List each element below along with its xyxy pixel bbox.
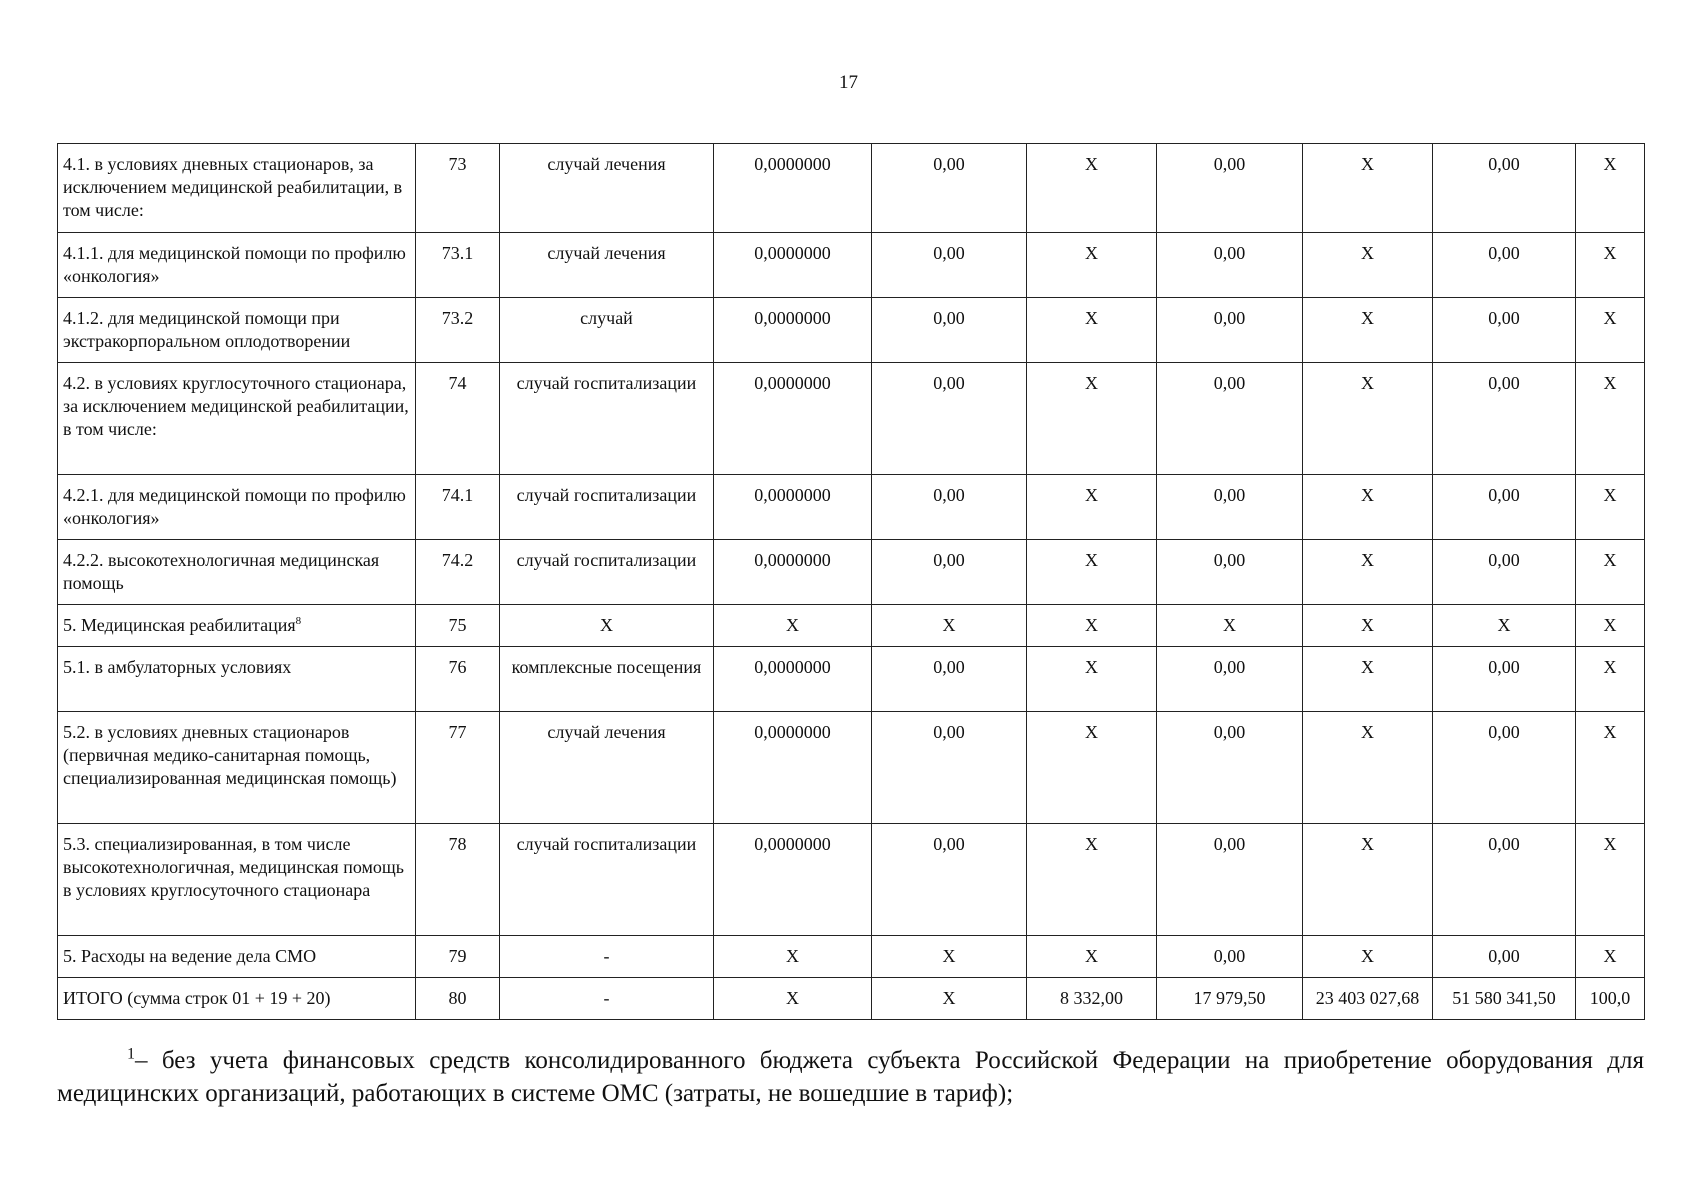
row-code: 79 xyxy=(416,936,500,978)
cell-cost-norm: 0,00 xyxy=(872,298,1027,363)
unit-of-measure: - xyxy=(500,936,714,978)
unit-of-measure: комплексные посещения xyxy=(500,647,714,712)
unit-of-measure: X xyxy=(500,605,714,647)
cell-total-budget: X xyxy=(1303,233,1433,298)
unit-of-measure: - xyxy=(500,978,714,1020)
unit-of-measure: случай лечения xyxy=(500,233,714,298)
row-name xyxy=(58,475,416,540)
table-row xyxy=(58,605,1645,647)
row-name xyxy=(58,363,416,475)
cell-volume-norm: 0,0000000 xyxy=(714,298,872,363)
cell-total-oms: 0,00 xyxy=(1433,647,1576,712)
row-name xyxy=(58,605,416,647)
row-name-text: 4.1. в условиях дневных стационаров, за исключением медицинской реабилитации, в том числе: xyxy=(63,154,403,220)
table-row xyxy=(58,978,1645,1020)
cell-per-capita-budget: 8 332,00 xyxy=(1027,978,1157,1020)
row-name-text: 5. Медицинская реабилитация xyxy=(63,615,296,635)
cell-per-capita-budget: X xyxy=(1027,647,1157,712)
cell-total-budget: X xyxy=(1303,363,1433,475)
row-code: 78 xyxy=(416,824,500,936)
cell-per-capita-oms: 0,00 xyxy=(1157,233,1303,298)
table-row xyxy=(58,298,1645,363)
cell-total-budget: 23 403 027,68 xyxy=(1303,978,1433,1020)
cell-per-capita-oms: 0,00 xyxy=(1157,540,1303,605)
cell-per-capita-budget: X xyxy=(1027,475,1157,540)
cell-cost-norm: 0,00 xyxy=(872,647,1027,712)
row-name-text: 5.1. в амбулаторных условиях xyxy=(63,657,292,677)
cell-cost-norm: 0,00 xyxy=(872,540,1027,605)
cell-volume-norm: X xyxy=(714,605,872,647)
cell-volume-norm: 0,0000000 xyxy=(714,824,872,936)
cell-cost-norm: 0,00 xyxy=(872,144,1027,233)
cell-cost-norm: 0,00 xyxy=(872,824,1027,936)
row-name xyxy=(58,298,416,363)
row-code: 77 xyxy=(416,712,500,824)
cell-total-oms: 0,00 xyxy=(1433,712,1576,824)
cell-per-capita-oms: 0,00 xyxy=(1157,936,1303,978)
cell-share-percent: X xyxy=(1576,605,1645,647)
row-name xyxy=(58,647,416,712)
cell-share-percent: X xyxy=(1576,363,1645,475)
cell-per-capita-oms: 0,00 xyxy=(1157,475,1303,540)
table-row xyxy=(58,363,1645,475)
cell-per-capita-budget: X xyxy=(1027,824,1157,936)
cell-share-percent: X xyxy=(1576,824,1645,936)
cell-share-percent: X xyxy=(1576,144,1645,233)
cell-total-oms: 0,00 xyxy=(1433,233,1576,298)
footnote-text: – без учета финансовых средств консолидированного бюджета субъекта Российской Федерации на приобретение оборудования для медицинских организаций, работающих в системе ОМС (затраты, не вошедшие в тариф); xyxy=(57,1047,1644,1107)
cell-total-oms: 0,00 xyxy=(1433,540,1576,605)
cell-per-capita-oms: 0,00 xyxy=(1157,363,1303,475)
cell-total-budget: X xyxy=(1303,936,1433,978)
cell-per-capita-budget: X xyxy=(1027,298,1157,363)
cell-per-capita-oms: 0,00 xyxy=(1157,144,1303,233)
cell-per-capita-oms: 0,00 xyxy=(1157,647,1303,712)
unit-of-measure: случай госпитализации xyxy=(500,363,714,475)
row-name-text: 5.2. в условиях дневных стационаров (первичная медико-санитарная помощь, специализированная медицинская помощь) xyxy=(63,722,397,788)
row-name xyxy=(58,936,416,978)
row-name-text: 4.1.1. для медицинской помощи по профилю «онкология» xyxy=(63,243,406,286)
table-row xyxy=(58,233,1645,298)
row-name-text: 4.1.2. для медицинской помощи при экстракорпоральном оплодотворении xyxy=(63,308,351,351)
cell-total-budget: X xyxy=(1303,647,1433,712)
footnote xyxy=(57,1044,1644,1110)
cell-cost-norm: X xyxy=(872,936,1027,978)
row-name xyxy=(58,712,416,824)
row-name-text: 4.2.1. для медицинской помощи по профилю «онкология» xyxy=(63,485,406,528)
cell-per-capita-budget: X xyxy=(1027,936,1157,978)
cell-total-budget: X xyxy=(1303,605,1433,647)
unit-of-measure: случай лечения xyxy=(500,712,714,824)
cell-total-budget: X xyxy=(1303,475,1433,540)
cell-share-percent: X xyxy=(1576,540,1645,605)
cell-per-capita-budget: X xyxy=(1027,233,1157,298)
cell-volume-norm: 0,0000000 xyxy=(714,540,872,605)
cell-volume-norm: X xyxy=(714,978,872,1020)
row-name xyxy=(58,144,416,233)
cell-volume-norm: 0,0000000 xyxy=(714,712,872,824)
row-code: 75 xyxy=(416,605,500,647)
table-row xyxy=(58,712,1645,824)
cell-total-budget: X xyxy=(1303,144,1433,233)
row-code: 74.2 xyxy=(416,540,500,605)
cell-total-oms: 0,00 xyxy=(1433,144,1576,233)
cell-total-oms: 0,00 xyxy=(1433,475,1576,540)
cell-volume-norm: X xyxy=(714,936,872,978)
row-code: 73.1 xyxy=(416,233,500,298)
cell-volume-norm: 0,0000000 xyxy=(714,233,872,298)
row-name-text: 4.2.2. высокотехнологичная медицинская помощь xyxy=(63,550,380,593)
cell-share-percent: X xyxy=(1576,233,1645,298)
cell-share-percent: X xyxy=(1576,298,1645,363)
cell-share-percent: X xyxy=(1576,475,1645,540)
table-row xyxy=(58,647,1645,712)
row-name-text: 4.2. в условиях круглосуточного стационара, за исключением медицинской реабилитации, в том числе: xyxy=(63,373,409,439)
cell-cost-norm: 0,00 xyxy=(872,363,1027,475)
cell-per-capita-budget: X xyxy=(1027,540,1157,605)
unit-of-measure: случай госпитализации xyxy=(500,475,714,540)
unit-of-measure: случай xyxy=(500,298,714,363)
cell-share-percent: X xyxy=(1576,936,1645,978)
row-code: 73 xyxy=(416,144,500,233)
row-name-text: ИТОГО (сумма строк 01 + 19 + 20) xyxy=(63,988,331,1008)
page-number: 17 xyxy=(839,72,858,93)
cell-per-capita-oms: 0,00 xyxy=(1157,712,1303,824)
row-name xyxy=(58,978,416,1020)
cell-total-oms: 0,00 xyxy=(1433,824,1576,936)
cell-share-percent: X xyxy=(1576,712,1645,824)
cell-total-budget: X xyxy=(1303,824,1433,936)
table-row xyxy=(58,144,1645,233)
unit-of-measure: случай госпитализации xyxy=(500,540,714,605)
footnote-marker: 1 xyxy=(127,1045,135,1063)
table-body xyxy=(58,144,1645,1020)
cell-total-oms: 0,00 xyxy=(1433,936,1576,978)
cell-per-capita-oms: 0,00 xyxy=(1157,824,1303,936)
cell-share-percent: X xyxy=(1576,647,1645,712)
cell-per-capita-budget: X xyxy=(1027,363,1157,475)
row-name-text: 5.3. специализированная, в том числе высокотехнологичная, медицинская помощь в условиях круглосуточного стационара xyxy=(63,834,404,900)
table-row xyxy=(58,824,1645,936)
cell-cost-norm: X xyxy=(872,605,1027,647)
row-code: 74.1 xyxy=(416,475,500,540)
cell-volume-norm: 0,0000000 xyxy=(714,647,872,712)
cell-per-capita-budget: X xyxy=(1027,144,1157,233)
table-row xyxy=(58,936,1645,978)
cell-per-capita-budget: X xyxy=(1027,605,1157,647)
footnote-ref: 8 xyxy=(295,615,302,627)
row-name xyxy=(58,540,416,605)
cell-volume-norm: 0,0000000 xyxy=(714,475,872,540)
row-name-text: 5. Расходы на ведение дела СМО xyxy=(63,946,317,966)
cell-cost-norm: X xyxy=(872,978,1027,1020)
cell-total-oms: 0,00 xyxy=(1433,298,1576,363)
cell-share-percent: 100,0 xyxy=(1576,978,1645,1020)
unit-of-measure: случай лечения xyxy=(500,144,714,233)
financing-table xyxy=(57,143,1645,1020)
cell-per-capita-oms: X xyxy=(1157,605,1303,647)
row-code: 76 xyxy=(416,647,500,712)
cell-total-budget: X xyxy=(1303,712,1433,824)
row-code: 74 xyxy=(416,363,500,475)
row-code: 80 xyxy=(416,978,500,1020)
cell-cost-norm: 0,00 xyxy=(872,233,1027,298)
cell-total-oms: 0,00 xyxy=(1433,363,1576,475)
cell-cost-norm: 0,00 xyxy=(872,475,1027,540)
cell-volume-norm: 0,0000000 xyxy=(714,363,872,475)
table-row xyxy=(58,475,1645,540)
cell-total-oms: 51 580 341,50 xyxy=(1433,978,1576,1020)
cell-total-budget: X xyxy=(1303,298,1433,363)
cell-per-capita-budget: X xyxy=(1027,712,1157,824)
cell-per-capita-oms: 17 979,50 xyxy=(1157,978,1303,1020)
cell-total-oms: X xyxy=(1433,605,1576,647)
cell-cost-norm: 0,00 xyxy=(872,712,1027,824)
row-name xyxy=(58,824,416,936)
row-code: 73.2 xyxy=(416,298,500,363)
cell-volume-norm: 0,0000000 xyxy=(714,144,872,233)
cell-per-capita-oms: 0,00 xyxy=(1157,298,1303,363)
table-row xyxy=(58,540,1645,605)
unit-of-measure: случай госпитализации xyxy=(500,824,714,936)
row-name xyxy=(58,233,416,298)
cell-total-budget: X xyxy=(1303,540,1433,605)
